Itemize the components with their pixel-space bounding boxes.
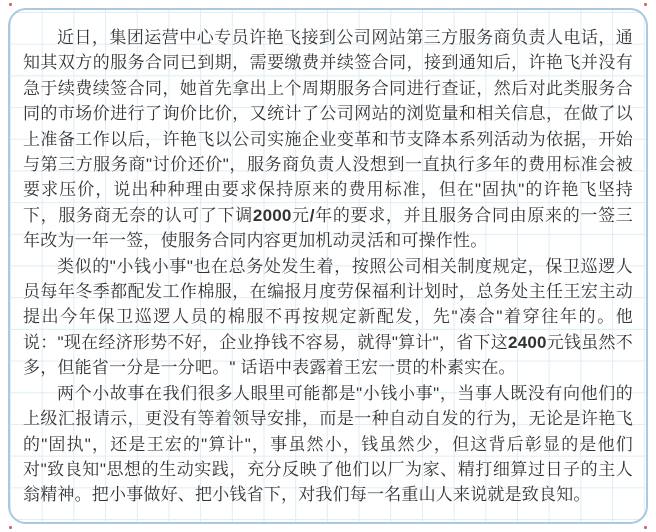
corner-mark-bottom-right bbox=[644, 526, 647, 529]
text-segment: 类似的"小钱小事"也在总务处发生着，按照公司相关制度规定，保卫巡逻人员每年冬季都配发工作棉服，在编报月度劳保福利计划时，总务处主任王宏主动提出今年保卫巡逻人员的棉服不再按规定新配发，先"凑合"着穿往年的。他说："现在经济形势不好，企业挣钱不容易，就得"算计"，省下这 bbox=[23, 256, 633, 352]
text-segment: 元钱虽然不多，但能省一分是一分吧。" 话语中表露着王宏一贯的朴素实在。 bbox=[23, 332, 633, 378]
paragraph-story-1 bbox=[23, 25, 633, 254]
text-segment: 年的要求，并且服务合同由原来的一签三年改为一年一签，使服务合同内容更加机动灵活和可操作性。 bbox=[23, 205, 633, 251]
text-segment: 近日，集团运营中心专员许艳飞接到公司网站第三方服务商负责人电话，通知其双方的服务合同已到期，需要缴费并续签合同，接到通知后，许艳飞并没有急于续费续签合同，她首先拿出上个周期服务合同进行查证，然后对此类服务合同的市场价进行了询价比价，又统计了公司网站的浏览量和相关信息，在做了以上准备工作以后，许艳飞以公司实施企业变革和节支降本系列活动为依据，开始与第三方服务商"讨价还价"，服务商负责人没想到一直执行多年的费用标准会被要求压价，说出种种理由要求保持原来的费用标准，但在"固执"的许艳飞坚持下，服务商无奈的认可了下调 bbox=[23, 28, 633, 225]
text-segment: 2000 bbox=[252, 205, 292, 225]
text-segment: 2400 bbox=[508, 332, 547, 352]
paragraph-conclusion bbox=[23, 381, 633, 508]
corner-mark-top-right bbox=[644, 3, 647, 6]
text-segment: / bbox=[309, 205, 315, 225]
text-segment: 两个小故事在我们很多人眼里可能都是"小钱小事"，当事人既没有向他们的上级汇报请示，更没有等着领导安排，而是一种自动自发的行为，无论是许艳飞的"固执"，还是王宏的"算计"，事虽然小，钱虽然少，但这背后彰显的是他们对"致良知"思想的生动实践，充分反映了他们以厂为家、精打细算过日子的主人翁精神。把小事做好、把小钱省下，对我们每一名重山人来说就是致良知。 bbox=[23, 383, 633, 505]
corner-mark-top-left bbox=[9, 3, 12, 6]
paragraph-story-2 bbox=[23, 254, 633, 381]
corner-mark-bottom-left bbox=[9, 526, 12, 529]
text-segment: 元 bbox=[291, 205, 310, 225]
document-body bbox=[23, 25, 633, 508]
